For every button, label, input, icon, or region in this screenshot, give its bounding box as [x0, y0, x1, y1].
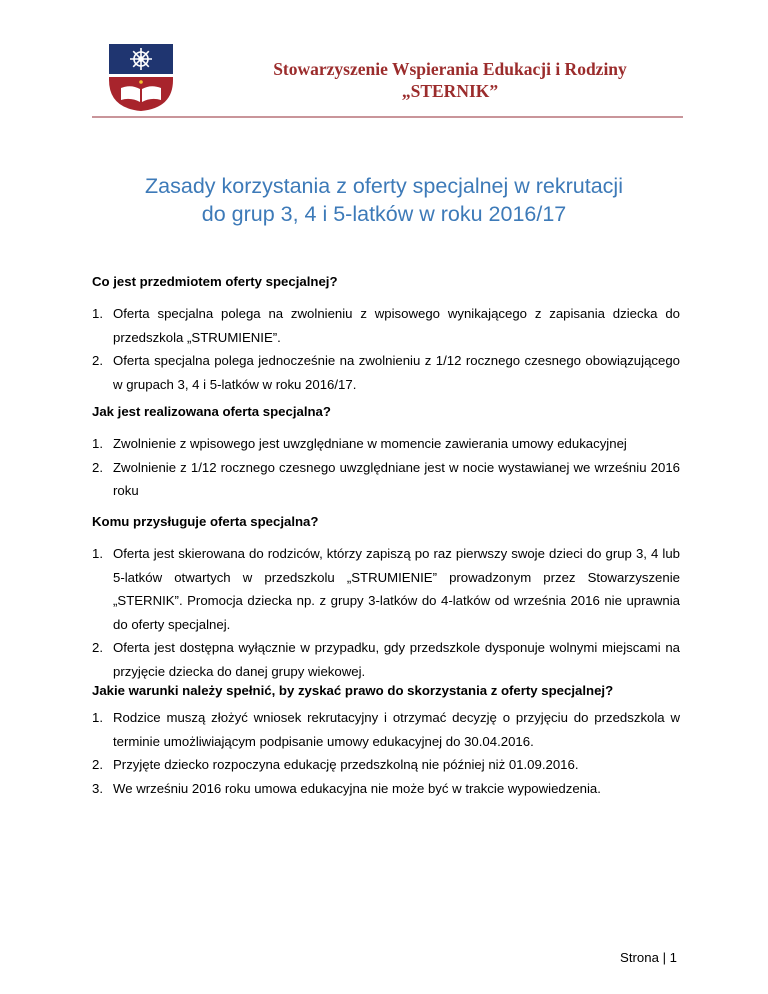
section-heading: Komu przysługuje oferta specjalna?	[92, 514, 319, 529]
list-number: 1.	[92, 436, 103, 451]
organization-line-2: „STERNIK”	[401, 81, 499, 101]
list-number: 2.	[92, 640, 103, 655]
list-item-text: Zwolnienie z 1/12 rocznego czesnego uwzględniane jest w nocie wystawianej we wrześniu 2016 roku	[113, 459, 680, 498]
list-item	[92, 542, 680, 636]
list-item	[92, 636, 680, 683]
list-item	[92, 706, 680, 753]
section-heading: Jakie warunki należy spełnić, by zyskać prawo do skorzystania z oferty specjalnej?	[92, 683, 614, 698]
section-list	[92, 302, 680, 396]
list-item	[92, 349, 680, 396]
list-item-text: Zwolnienie z wpisowego jest uwzględniane w momencie zawierania umowy edukacyjnej	[113, 436, 627, 451]
list-item	[92, 302, 680, 349]
sternik-logo	[107, 42, 175, 112]
list-item-text: Przyjęte dziecko rozpoczyna edukację przedszkolną nie później niż 01.09.2016.	[113, 757, 579, 772]
list-item-text: Oferta jest skierowana do rodziców, którzy zapiszą po raz pierwszy swoje dzieci do grup 3, 4 lub 5-latków otwartych w przedszkolu „STRUMIENIE” prowadzonym przez Stowarzyszenie „STERNIK”. Promocja dziecka np. z grupy 3-latków do 4-latków od września 2016 nie uprawnia do oferty specjalnej.	[113, 546, 680, 632]
list-item	[92, 432, 680, 456]
organization-line-1: Stowarzyszenie Wspierania Edukacji i Rodziny	[273, 59, 627, 79]
organization-name	[190, 58, 710, 102]
title-line-2: do grup 3, 4 i 5-latków w roku 2016/17	[201, 202, 567, 226]
list-item-text: Oferta specjalna polega jednocześnie na zwolnieniu z 1/12 rocznego czesnego obowiązującego w grupach 3, 4 i 5-latków w roku 2016/17.	[113, 353, 680, 392]
section-heading: Co jest przedmiotem oferty specjalnej?	[92, 274, 338, 289]
list-item-text: Rodzice muszą złożyć wniosek rekrutacyjny i otrzymać decyzję o przyjęciu do przedszkola w terminie umożliwiającym podpisanie umowy edukacyjnej do 30.04.2016.	[113, 710, 680, 749]
list-item-text: Oferta jest dostępna wyłącznie w przypadku, gdy przedszkole dysponuje wolnymi miejscami na przyjęcie dziecka do danej grupy wiekowej.	[113, 640, 680, 679]
list-item-text: Oferta specjalna polega na zwolnieniu z wpisowego wynikającego z zapisania dziecka do przedszkola „STRUMIENIE”.	[113, 306, 680, 345]
section-list	[92, 706, 680, 800]
ship-wheel-icon	[130, 48, 152, 70]
list-number: 1.	[92, 710, 103, 725]
list-item	[92, 777, 680, 801]
list-number: 2.	[92, 459, 103, 475]
list-number: 1.	[92, 546, 103, 561]
section-heading: Jak jest realizowana oferta specjalna?	[92, 404, 331, 419]
list-number: 3.	[92, 780, 103, 796]
star-icon	[139, 80, 143, 84]
title-line-1: Zasady korzystania z oferty specjalnej w rekrutacji	[145, 174, 623, 198]
section-list	[92, 432, 680, 503]
list-number: 2.	[92, 353, 103, 368]
section-list	[92, 542, 680, 683]
document-title	[60, 172, 708, 228]
page-number: Strona | 1	[620, 950, 677, 965]
list-number: 2.	[92, 757, 103, 772]
list-number: 1.	[92, 306, 103, 321]
header-divider	[92, 116, 683, 118]
list-item-text: We wrześniu 2016 roku umowa edukacyjna nie może być w trakcie wypowiedzenia.	[113, 780, 601, 796]
list-item	[92, 753, 680, 777]
list-item	[92, 456, 680, 503]
